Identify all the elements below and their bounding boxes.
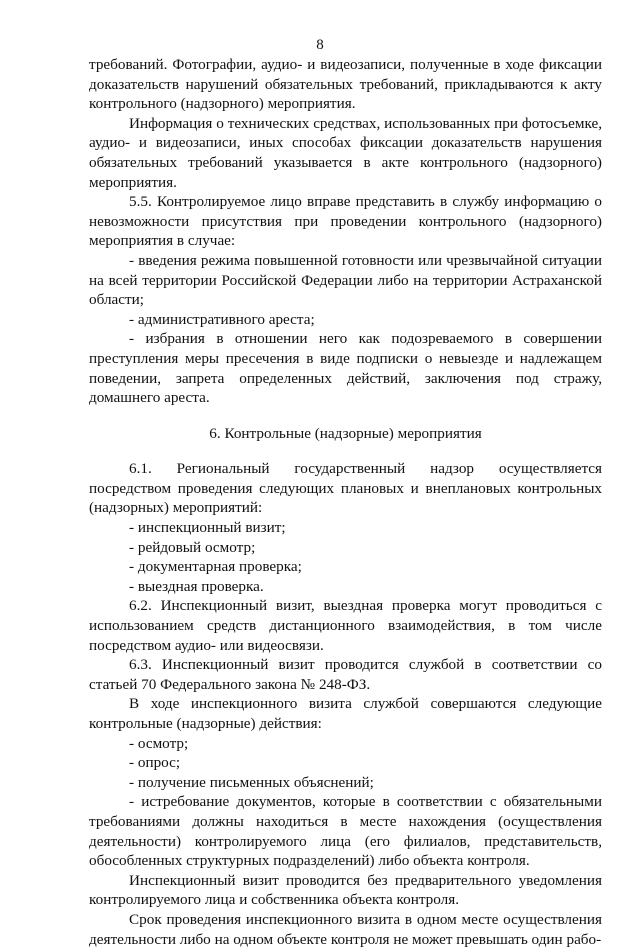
- document-body: [89, 55, 602, 949]
- list-item: - административного ареста;: [129, 310, 315, 328]
- list-item: - получение письменных объяснений;: [129, 773, 374, 791]
- list-item: - введения режима повышенной готовности или чрезвычайной ситуации на всей территории Российской Федерации либо на территории Астраханской области;: [89, 251, 602, 309]
- list-item: - рейдовый осмотр;: [129, 538, 256, 556]
- paragraph: Информация о технических средствах, использованных при фотосъемке, аудио- и видеозаписи, иных способах фиксации доказательств нарушения обязательных требований указывается в акте контрольного (надзорного) мероприятия.: [89, 114, 602, 191]
- list-item: - истребование документов, которые в соответствии с обязательными требованиями должны находиться в месте нахождения (осуществления деятельности) контролируемого лица (его филиалов, представительств, обособленных структурных подразделений) либо объекта контроля.: [89, 793, 602, 870]
- list-item: - документарная проверка;: [129, 558, 302, 576]
- list-item: - избрания в отношении него как подозреваемого в совершении преступления меры пресечения в виде подписки о невыезде и надлежащем поведении, запрета определенных действий, заключения под стражу, домашнего ареста.: [89, 330, 602, 407]
- paragraph: Срок проведения инспекционного визита в одном месте осуществления деятельности либо на одном объекте контроля не может превышать один рабо-: [89, 910, 602, 948]
- paragraph: требований. Фотографии, аудио- и видеозаписи, полученные в ходе фиксации доказательств нарушений обязательных требований, прикладываются к акту контрольного (надзорного) мероприятия.: [89, 56, 602, 113]
- list-item: - опрос;: [129, 754, 181, 772]
- section-heading: 6. Контрольные (надзорные) мероприятия: [209, 424, 482, 442]
- list-item: - инспекционный визит;: [129, 519, 286, 537]
- paragraph: 6.3. Инспекционный визит проводится службой в соответствии со статьей 70 Федерального закона № 248-ФЗ.: [89, 656, 602, 693]
- paragraph: Инспекционный визит проводится без предварительного уведомления контролируемого лица и собственника объекта контроля.: [89, 871, 602, 909]
- list-item: - осмотр;: [129, 734, 189, 752]
- paragraph: 6.2. Инспекционный визит, выездная проверка могут проводиться с использованием средств дистанционного взаимодействия, в том числе посредством аудио- или видеосвязи.: [89, 597, 602, 654]
- page-number: 8: [316, 37, 324, 53]
- paragraph: 5.5. Контролируемое лицо вправе представить в службу информацию о невозможности присутствия при проведении контрольного (надзорного) мероприятия в случае:: [89, 193, 602, 250]
- paragraph: 6.1. Региональный государственный надзор осуществляется посредством проведения следующих плановых и внеплановых контрольных (надзорных) мероприятий:: [89, 460, 602, 517]
- paragraph: В ходе инспекционного визита службой совершаются следующие контрольные (надзорные) действия:: [89, 695, 602, 732]
- list-item: - выездная проверка.: [129, 577, 264, 595]
